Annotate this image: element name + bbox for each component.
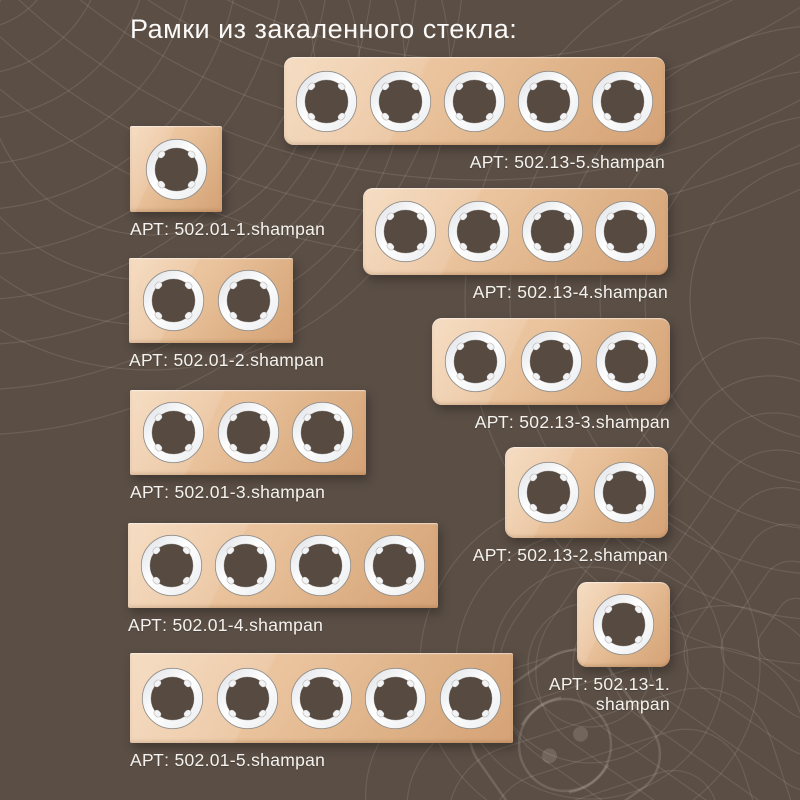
glass-frame-5gang: [284, 57, 665, 145]
product-502-01-2: [129, 258, 325, 370]
ring-row: [130, 667, 513, 730]
ring-row: [363, 200, 668, 263]
product-502-13-5: [284, 57, 665, 172]
product-502-01-3: [130, 390, 366, 502]
ring-row: [130, 401, 366, 464]
product-502-13-1: [548, 582, 670, 715]
ring-row: [577, 593, 670, 656]
ring-row: [130, 138, 222, 201]
mounting-ring: [594, 200, 657, 263]
mounting-ring: [592, 593, 655, 656]
glass-frame-3gang: [432, 318, 670, 405]
mounting-ring: [216, 667, 279, 730]
ring-row: [284, 70, 665, 133]
mounting-ring: [439, 667, 502, 730]
ring-row: [129, 269, 293, 332]
glass-frame-1gang: [577, 582, 670, 667]
mounting-ring: [593, 461, 656, 524]
ring-row: [432, 330, 670, 393]
article-label: [517, 674, 670, 714]
article-label: АРТ: 502.01-5.shampan: [130, 750, 326, 770]
mounting-ring: [447, 200, 510, 263]
ring-row: [505, 461, 668, 524]
product-502-01-4: [128, 523, 438, 635]
mounting-ring: [141, 667, 204, 730]
mounting-ring: [369, 70, 432, 133]
glass-frame-5gang: [130, 653, 513, 743]
mounting-ring: [520, 330, 583, 393]
mounting-ring: [217, 401, 280, 464]
mounting-ring: [363, 534, 426, 597]
mounting-ring: [142, 401, 205, 464]
mounting-ring: [595, 330, 658, 393]
mounting-ring: [517, 70, 580, 133]
product-502-13-2: [472, 447, 668, 565]
mounting-ring: [444, 330, 507, 393]
mounting-ring: [217, 269, 280, 332]
article-label: АРТ: 502.13-5.shampan: [469, 152, 665, 172]
page-title: Рамки из закаленного стекла:: [130, 14, 518, 44]
article-label: АРТ: 502.01-2.shampan: [129, 350, 325, 370]
article-label: АРТ: 502.01-4.shampan: [128, 615, 324, 635]
mounting-ring: [591, 70, 654, 133]
article-label: АРТ: 502.13-2.shampan: [472, 545, 668, 565]
mounting-ring: [291, 401, 354, 464]
mounting-ring: [295, 70, 358, 133]
article-label: АРТ: 502.13-4.shampan: [472, 282, 668, 302]
mounting-ring: [517, 461, 580, 524]
article-label-line1: АРТ: 502.13-1.: [548, 674, 670, 694]
product-502-13-3: [432, 318, 670, 432]
glass-frame-1gang: [130, 126, 222, 212]
mounting-ring: [214, 534, 277, 597]
mounting-ring: [145, 138, 208, 201]
mounting-ring: [364, 667, 427, 730]
product-502-13-4: [363, 188, 668, 302]
glass-frame-3gang: [130, 390, 366, 475]
mounting-ring: [289, 534, 352, 597]
article-label: АРТ: 502.01-3.shampan: [130, 482, 326, 502]
article-label-line2: shampan: [595, 694, 670, 715]
mounting-ring: [443, 70, 506, 133]
mounting-ring: [290, 667, 353, 730]
article-label: АРТ: 502.13-3.shampan: [474, 412, 670, 432]
glass-frame-4gang: [128, 523, 438, 608]
mounting-ring: [142, 269, 205, 332]
product-502-01-1: [130, 126, 326, 239]
ring-row: [128, 534, 438, 597]
product-502-01-5: [130, 653, 513, 770]
mounting-ring: [521, 200, 584, 263]
glass-frame-2gang: [129, 258, 293, 343]
article-label: АРТ: 502.01-1.shampan: [130, 219, 326, 239]
mounting-ring: [374, 200, 437, 263]
glass-frame-2gang: [505, 447, 668, 538]
glass-frame-4gang: [363, 188, 668, 275]
mounting-ring: [140, 534, 203, 597]
